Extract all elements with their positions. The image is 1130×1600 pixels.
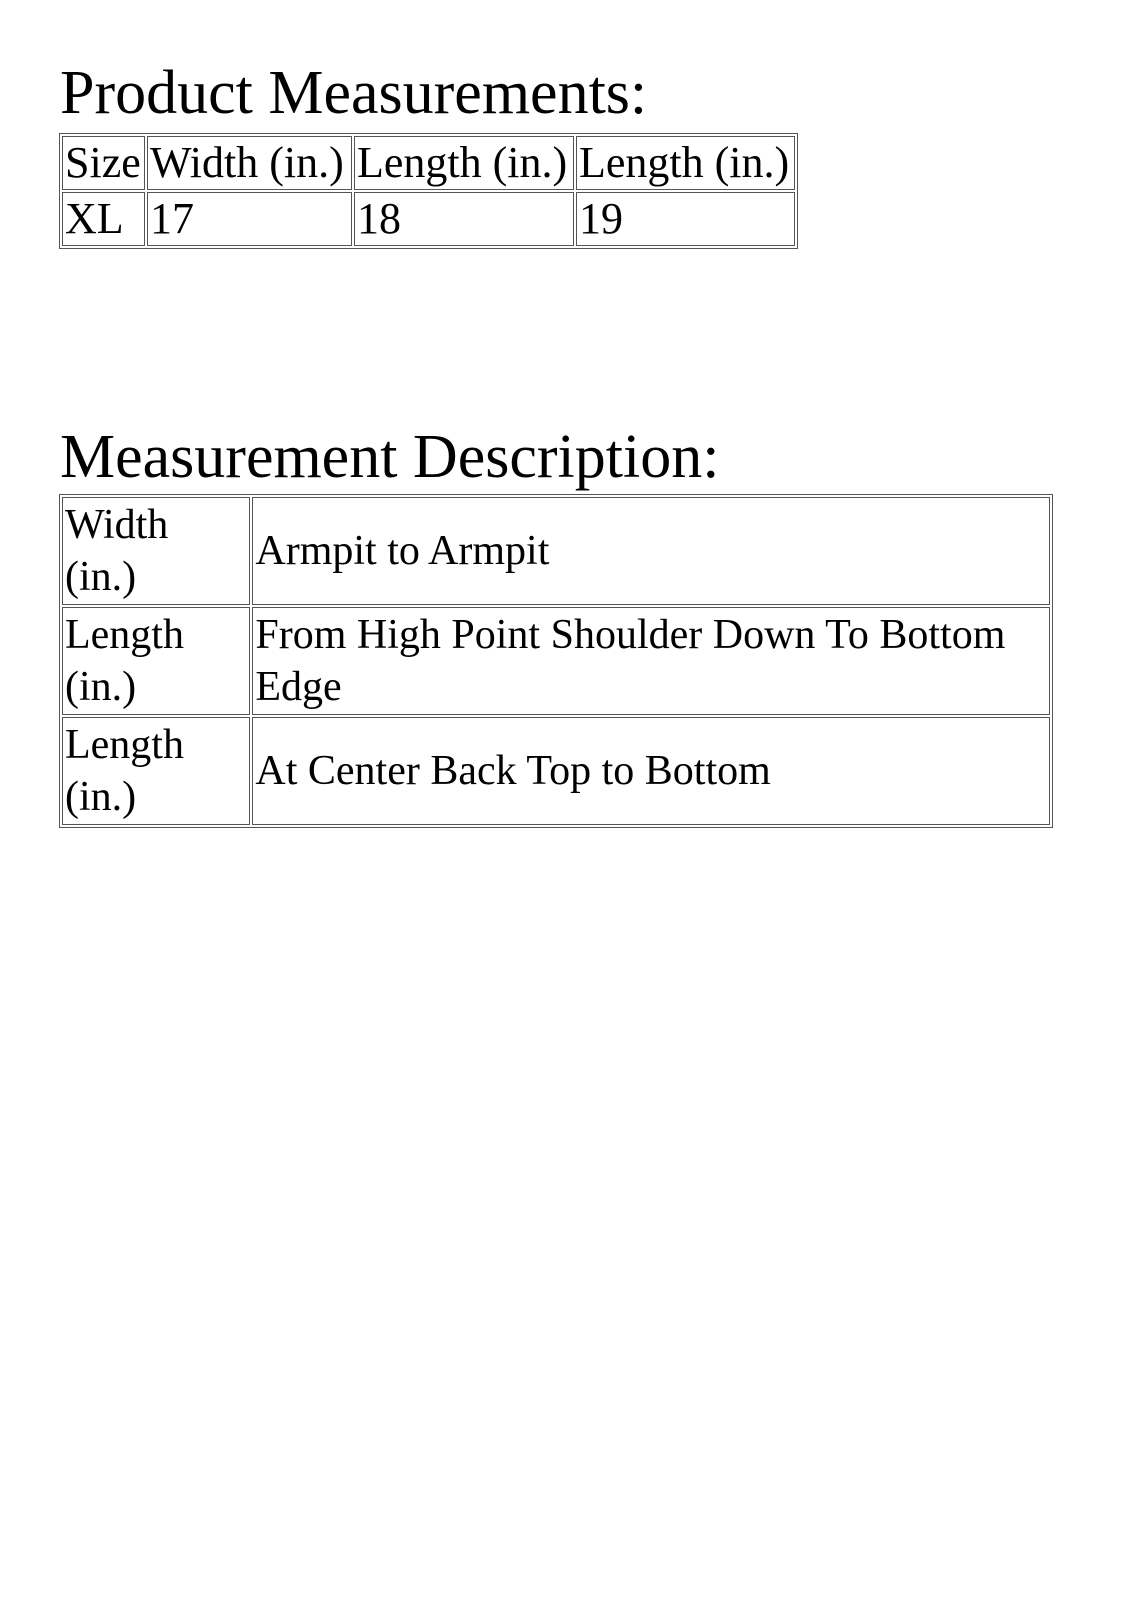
description-term: Width (in.) bbox=[62, 497, 250, 605]
header-length-2: Length (in.) bbox=[576, 136, 795, 190]
description-text: Armpit to Armpit bbox=[252, 497, 1050, 605]
table-row bbox=[62, 192, 795, 246]
table-row bbox=[62, 717, 1050, 825]
header-size: Size bbox=[62, 136, 145, 190]
product-measurements-table bbox=[59, 133, 798, 249]
table-row bbox=[62, 607, 1050, 715]
table-row bbox=[62, 497, 1050, 605]
cell-length-2: 19 bbox=[576, 192, 795, 246]
header-width: Width (in.) bbox=[147, 136, 352, 190]
cell-size: XL bbox=[62, 192, 145, 246]
description-term: Length (in.) bbox=[62, 607, 250, 715]
table-header-row bbox=[62, 136, 795, 190]
measurement-description-title: Measurement Description: bbox=[60, 423, 720, 491]
description-text: From High Point Shoulder Down To Bottom Edge bbox=[252, 607, 1050, 715]
measurement-description-table bbox=[59, 494, 1053, 828]
description-text: At Center Back Top to Bottom bbox=[252, 717, 1050, 825]
cell-length-1: 18 bbox=[354, 192, 574, 246]
cell-width: 17 bbox=[147, 192, 352, 246]
description-term: Length (in.) bbox=[62, 717, 250, 825]
header-length-1: Length (in.) bbox=[354, 136, 574, 190]
product-measurements-title: Product Measurements: bbox=[60, 59, 648, 127]
